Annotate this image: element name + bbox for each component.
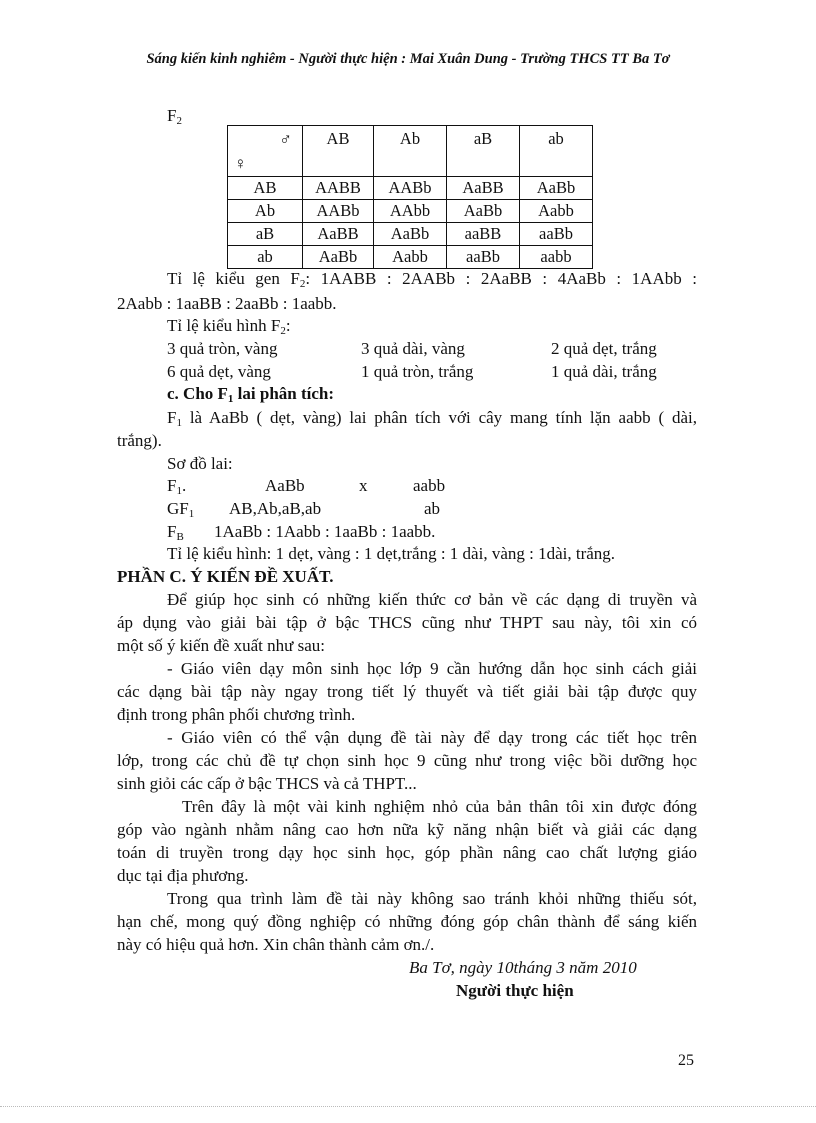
section-c-paragraph-line-2: trắng). — [117, 431, 162, 450]
punnett-cell: AABb — [303, 200, 374, 223]
section-c-title: c. Cho $F_1$ lai phân tích: — [167, 384, 335, 405]
punnett-corner — [228, 126, 303, 177]
part-c-line: lớp, trong các chủ đề tự chọn sinh học 9 cũng như trong việc bồi dưỡng học — [117, 751, 697, 770]
genotype-ratio-line-1: Tỉ lệ kiểu gen $F_2$: 1AABB : 2AABb : 2AaBB : 4AaBb : 1AAbb : — [167, 269, 697, 290]
footer-divider — [0, 1106, 816, 1107]
f1-parent-right: aabb — [413, 476, 446, 495]
part-c-line: một số ý kiến đề xuất như sau: — [117, 636, 325, 655]
fb-result: 1AaBb : 1Aabb : 1aaBb : 1aabb. — [214, 522, 436, 541]
female-symbol-icon: ♀ — [234, 154, 247, 173]
punnett-header-row — [228, 126, 593, 177]
gf1-gametes-right: ab — [424, 499, 441, 518]
cross-symbol: x — [359, 476, 368, 495]
f2-label: $F_2$ — [167, 106, 182, 127]
page-header: Sáng kiến kinh nghiêm - Người thực hiện : Mai Xuân Dung - Trường THCS TT Ba Tơ — [146, 51, 670, 67]
section-c-paragraph-line-1: $F_1$ là AaBb ( dẹt, vàng) lai phân tích với cây mang tính lặn aabb ( dài, — [167, 408, 697, 429]
punnett-col-header: AB — [303, 126, 374, 177]
phenotype-item: 3 quả dài, vàng — [361, 339, 465, 358]
f1-label: $F_1$. — [167, 476, 187, 497]
part-c-line: - Giáo viên dạy môn sinh học lớp 9 cần hướng dẫn học sinh cách giải — [167, 659, 697, 678]
part-c-line: hạn chế, mong quý đồng nghiệp có những đóng góp chân thành để sáng kiến — [117, 912, 697, 931]
part-c-line: dục tại địa phương. — [117, 866, 249, 885]
punnett-row-header: Ab — [228, 200, 303, 223]
f1-parent-left: AaBb — [265, 476, 305, 495]
punnett-cell: Aabb — [520, 200, 593, 223]
signature-name: Người thực hiện — [456, 981, 574, 1000]
phenotype-item: 3 quả tròn, vàng — [167, 339, 278, 358]
phenotype-item: 1 quả dài, trắng — [551, 362, 657, 381]
part-c-line: - Giáo viên có thể vận dụng đề tài này để dạy trong các tiết học trên — [167, 728, 697, 747]
punnett-row — [228, 223, 593, 246]
part-c-line: áp dụng vào giải bài tập ở bậc THCS cũng như THPT sau này, tôi xin có — [117, 613, 697, 632]
part-c-line: định trong phân phối chương trình. — [117, 705, 356, 724]
punnett-cell: AABB — [303, 177, 374, 200]
gf1-gametes-left: AB,Ab,aB,ab — [229, 499, 322, 518]
punnett-row — [228, 246, 593, 269]
punnett-col-header: ab — [520, 126, 593, 177]
part-c-line: Trong qua trình làm đề tài này không sao tránh khỏi những thiếu sót, — [167, 889, 697, 908]
cross-diagram-label: Sơ đồ lai: — [167, 454, 233, 473]
phenotype-ratio-title: Tỉ lệ kiểu hình $F_2$: — [167, 316, 291, 337]
punnett-cell: aaBB — [447, 223, 520, 246]
part-c-line: toán di truyền trong dạy học sinh học, góp phần nâng cao chất lượng giáo — [117, 843, 697, 862]
punnett-row-header: AB — [228, 177, 303, 200]
part-c-title: PHẦN C. Ý KIẾN ĐỀ XUẤT. — [117, 567, 334, 586]
punnett-cell: AaBb — [303, 246, 374, 269]
gf1-label: $GF_1$ — [167, 499, 195, 520]
punnett-cell: aaBb — [447, 246, 520, 269]
punnett-square — [227, 125, 593, 269]
phenotype-item: 2 quả dẹt, trắng — [551, 339, 657, 358]
punnett-cell: aaBb — [520, 223, 593, 246]
punnett-row-header: ab — [228, 246, 303, 269]
punnett-cell: AaBb — [447, 200, 520, 223]
part-c-line: góp vào ngành nhằm nâng cao hơn nữa kỹ năng nhận biết và giải các dạng — [117, 820, 697, 839]
testcross-phenotype-ratio: Tỉ lệ kiểu hình: 1 dẹt, vàng : 1 dẹt,trắng : 1 dài, vàng : 1dài, trắng. — [167, 544, 616, 563]
punnett-cell: aabb — [520, 246, 593, 269]
punnett-cell: AaBb — [520, 177, 593, 200]
punnett-col-header: aB — [447, 126, 520, 177]
punnett-cell: AaBB — [303, 223, 374, 246]
phenotype-item: 6 quả dẹt, vàng — [167, 362, 271, 381]
punnett-cell: AaBB — [447, 177, 520, 200]
signature-date: Ba Tơ, ngày 10tháng 3 năm 2010 — [409, 958, 637, 977]
punnett-cell: AABb — [374, 177, 447, 200]
punnett-row — [228, 177, 593, 200]
punnett-col-header: Ab — [374, 126, 447, 177]
part-c-line: các dạng bài tập này ngay trong tiết lý thuyết và tiết giải bài tập được quy — [117, 682, 697, 701]
page-number: 25 — [678, 1052, 694, 1069]
part-c-line: sinh giỏi các cấp ở bậc THCS và cả THPT... — [117, 774, 417, 793]
punnett-cell: AaBb — [374, 223, 447, 246]
part-c-line: này có hiệu quả hơn. Xin chân thành cảm ơn./. — [117, 935, 435, 954]
punnett-cell: AAbb — [374, 200, 447, 223]
male-symbol-icon: ♂ — [279, 130, 292, 149]
part-c-line: Để giúp học sinh có những kiến thức cơ bản về các dạng di truyền và — [167, 590, 697, 609]
fb-label: $F_B$ — [167, 522, 184, 543]
part-c-line: Trên đây là một vài kinh nghiệm nhỏ của bản thân tôi xin được đóng — [182, 797, 697, 816]
genotype-ratio-line-2: 2Aabb : 1aaBB : 2aaBb : 1aabb. — [117, 294, 337, 313]
punnett-row-header: aB — [228, 223, 303, 246]
phenotype-item: 1 quả tròn, trắng — [361, 362, 474, 381]
punnett-cell: Aabb — [374, 246, 447, 269]
punnett-row — [228, 200, 593, 223]
